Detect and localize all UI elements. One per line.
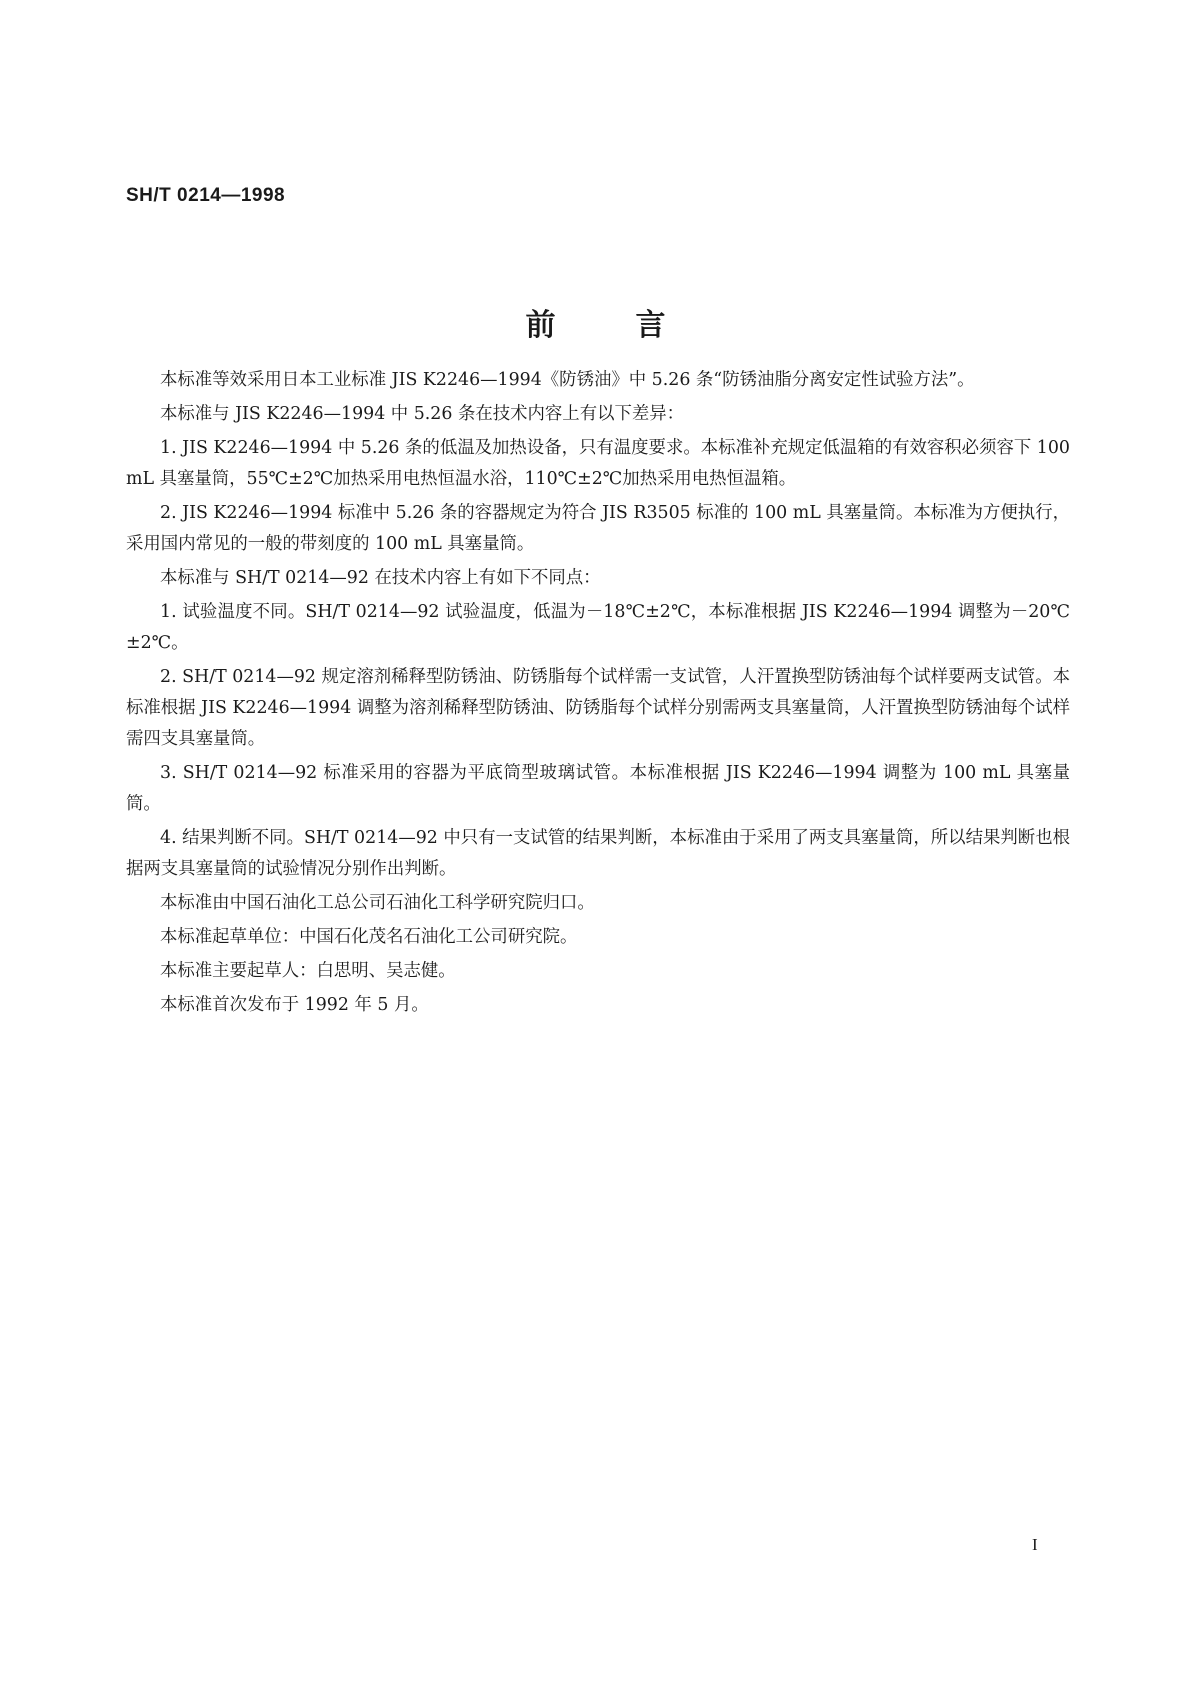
paragraph: 本标准由中国石油化工总公司石油化工科学研究院归口。 [160, 893, 595, 913]
paragraph: 本标准首次发布于 1992 年 5 月。 [160, 995, 429, 1015]
page-title: 前言 [525, 308, 746, 343]
paragraph: 本标准与 SH/T 0214—92 在技术内容上有如下不同点： [160, 568, 601, 588]
paragraph: 本标准起草单位：中国石化茂名石油化工公司研究院。 [160, 927, 578, 947]
paragraph: 1. 试验温度不同。SH/T 0214—92 试验温度，低温为－18℃±2℃，本标准根据 JIS K2246—1994 调整为－20℃±2℃。 [126, 602, 1070, 653]
foreword-body [126, 365, 1070, 1024]
paragraph: 3. SH/T 0214—92 标准采用的容器为平底筒型玻璃试管。本标准根据 JIS K2246—1994 调整为 100 mL 具塞量筒。 [126, 763, 1070, 814]
paragraph: 2. JIS K2246—1994 标准中 5.26 条的容器规定为符合 JIS R3505 标准的 100 mL 具塞量筒。本标准为方便执行，采用国内常见的一般的带刻度的 100 mL 具塞量筒。 [126, 503, 1070, 554]
paragraph: 本标准与 JIS K2246—1994 中 5.26 条在技术内容上有以下差异： [160, 404, 685, 424]
paragraph: 1. JIS K2246—1994 中 5.26 条的低温及加热设备，只有温度要求。本标准补充规定低温箱的有效容积必须容下 100 mL 具塞量筒，55℃±2℃加热采用电热恒温水浴，110℃±2℃加热采用电热恒温箱。 [126, 438, 1070, 489]
paragraph: 2. SH/T 0214—92 规定溶剂稀释型防锈油、防锈脂每个试样需一支试管，人汗置换型防锈油每个试样要两支试管。本标准根据 JIS K2246—1994 调整为溶剂稀释型防锈油、防锈脂每个试样分别需两支具塞量筒，人汗置换型防锈油每个试样需四支具塞量筒。 [126, 667, 1070, 749]
page-number: I [1032, 1535, 1038, 1554]
paragraph: 本标准主要起草人：白思明、吴志健。 [160, 961, 456, 981]
standard-code: SH/T 0214—1998 [126, 185, 286, 206]
paragraph: 4. 结果判断不同。SH/T 0214—92 中只有一支试管的结果判断，本标准由于采用了两支具塞量筒，所以结果判断也根据两支具塞量筒的试验情况分别作出判断。 [126, 828, 1070, 879]
paragraph: 本标准等效采用日本工业标准 JIS K2246—1994《防锈油》中 5.26 条“防锈油脂分离安定性试验方法”。 [160, 370, 975, 390]
